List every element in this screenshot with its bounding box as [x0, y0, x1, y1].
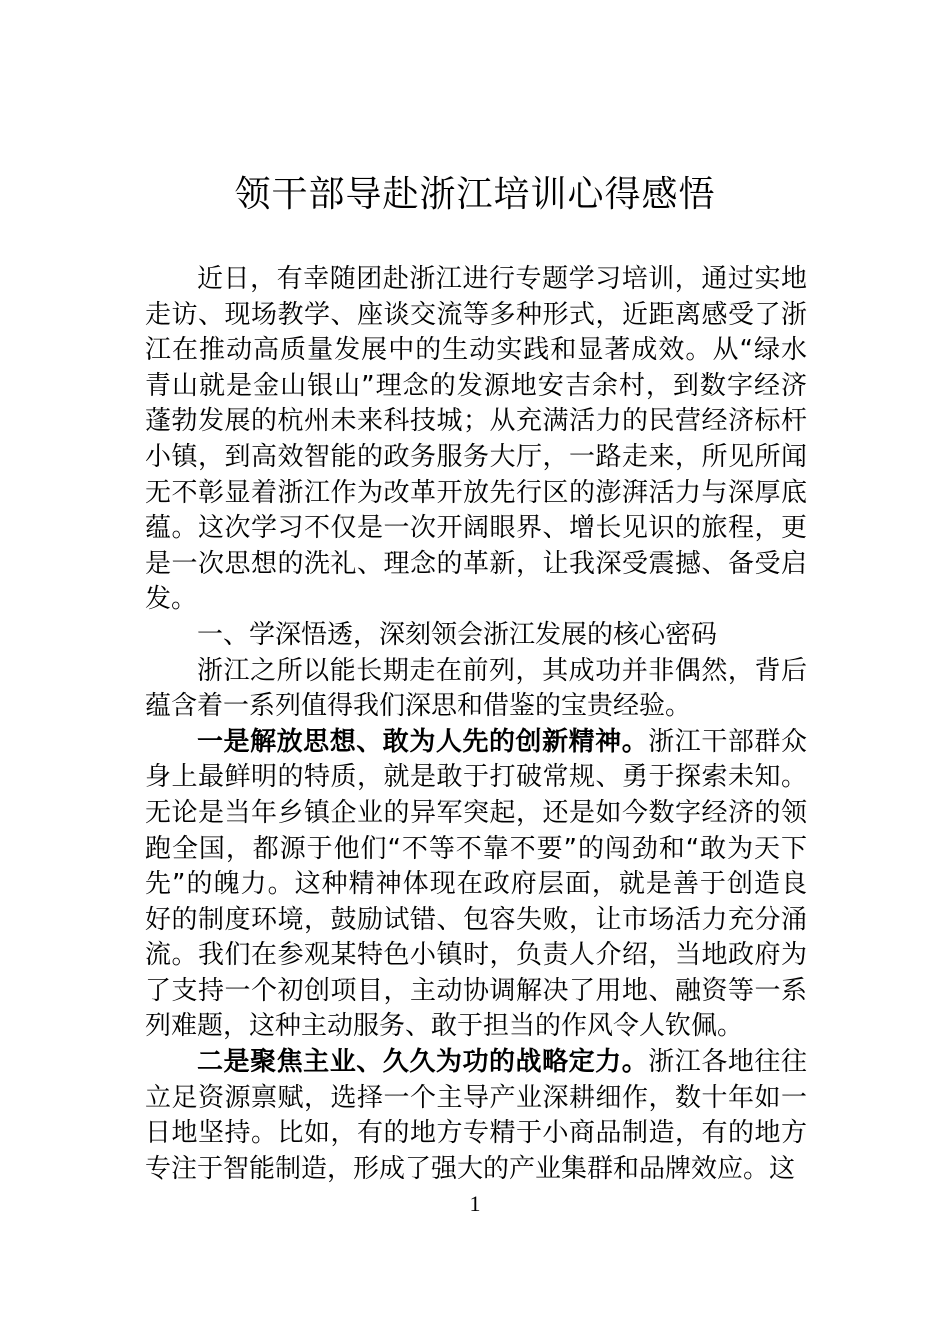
page-number: 1: [469, 1191, 481, 1216]
document-body: [145, 262, 807, 1187]
point-one-lead: 一是解放思想、敢为人先的创新精神。: [197, 726, 649, 757]
point-two-paragraph: [145, 1045, 807, 1187]
paragraph-text: 浙江各地往往立足资源禀赋，选择一个主导产业深耕细作，数十年如一日地坚持。比如，有的地方专精于小商品制造，有的地方专注于智能制造，形成了强大的产业集群和品牌效应。这: [145, 1047, 807, 1184]
point-one-paragraph: [145, 725, 807, 1045]
intro-paragraph: [145, 262, 807, 618]
document-title: 领干部导赴浙江培训心得感悟: [234, 174, 716, 215]
paragraph-text: 近日，有幸随团赴浙江进行专题学习培训，通过实地走访、现场教学、座谈交流等多种形式，近距离感受了浙江在推动高质量发展中的生动实践和显著成效。从“绿水青山就是金山银山”理念的发源地安吉余村，到数字经济蓬勃发展的杭州未来科技城；从充满活力的民营经济标杆小镇，到高效智能的政务服务大厅，一路走来，所见所闻无不彰显着浙江作为改革开放先行区的澎湃活力与深厚底蕴。这次学习不仅是一次开阔眼界、增长见识的旅程，更是一次思想的洗礼、理念的革新，让我深受震撼、备受启发。: [145, 264, 807, 615]
paragraph-text: 浙江干部群众身上最鲜明的特质，就是敢于打破常规、勇于探索未知。无论是当年乡镇企业的异军突起，还是如今数字经济的领跑全国，都源于他们“不等不靠不要”的闯劲和“敢为天下先”的魄力。这种精神体现在政府层面，就是善于创造良好的制度环境，鼓励试错、包容失败，让市场活力充分涌流。我们在参观某特色小镇时，负责人介绍，当地政府为了支持一个初创项目，主动协调解决了用地、融资等一系列难题，这种主动服务、敢于担当的作风令人钦佩。: [145, 726, 807, 1042]
section-heading: [145, 618, 807, 654]
paragraph-text: 浙江之所以能长期走在前列，其成功并非偶然，背后蕴含着一系列值得我们深思和借鉴的宝贵经验。: [145, 655, 807, 722]
section-intro-paragraph: [145, 654, 807, 725]
section-heading-text: 一、学深悟透，深刻领会浙江发展的核心密码: [197, 619, 718, 650]
point-two-lead: 二是聚焦主业、久久为功的战略定力。: [197, 1047, 649, 1078]
